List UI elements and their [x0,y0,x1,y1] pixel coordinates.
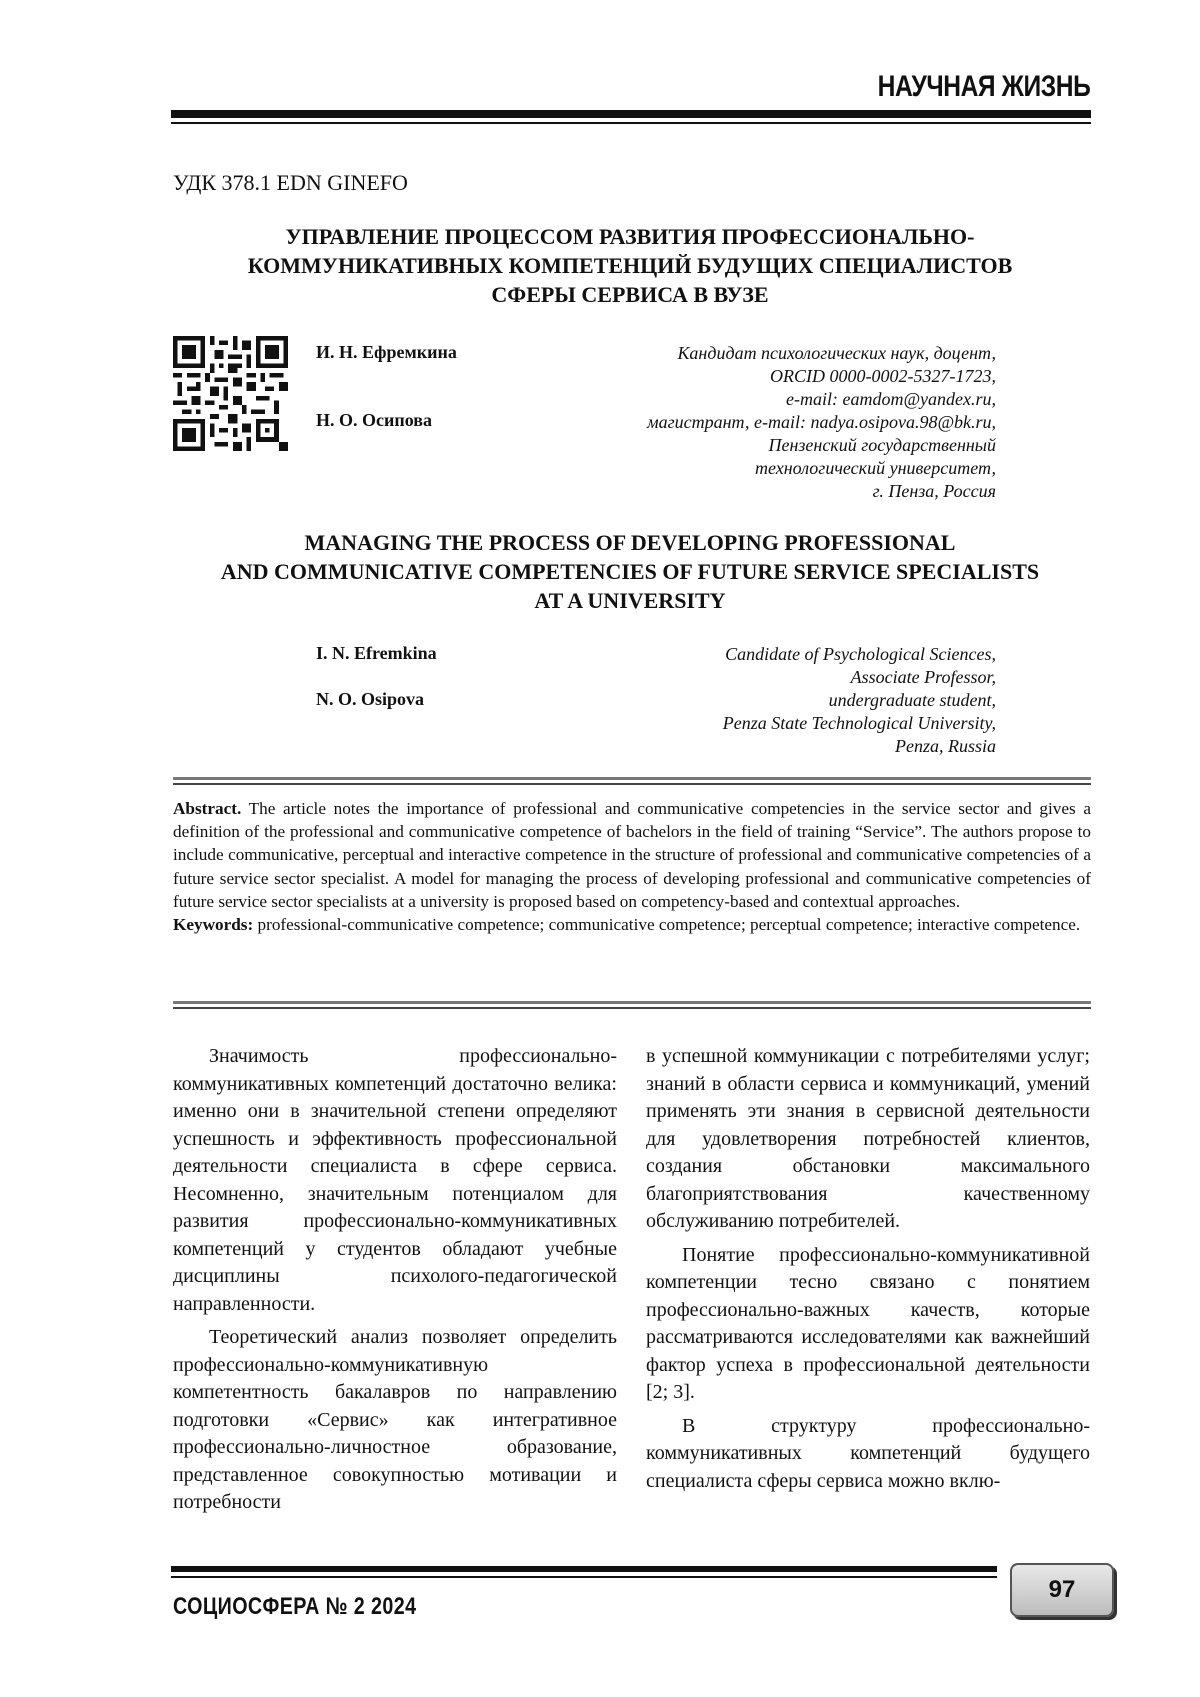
affiliation-ru-line: г. Пенза, Россия [872,481,996,501]
qr-code-icon [173,336,288,451]
title-en-line: AT A UNIVERSITY [534,588,726,613]
body-column-left [173,1043,617,1517]
title-en-line: AND COMMUNICATIVE COMPETENCIES OF FUTURE SERVICE SPECIALISTS [220,559,1040,584]
keywords-label: Keywords: [173,915,254,935]
header-rule-thin [171,122,1091,124]
title-english [160,528,1100,615]
affiliation-ru-line: e-mail: eamdom@yandex.ru, [786,389,996,409]
affiliation-ru-line: ORCID 0000-0002-5327-1723, [770,366,996,386]
affiliation-ru-line: технологический университет, [755,458,996,478]
title-ru-line: КОММУНИКАТИВНЫХ КОМПЕТЕНЦИЙ БУДУЩИХ СПЕЦИАЛИСТОВ [247,253,1013,278]
abstract-paragraph [173,797,1091,913]
author-en-2: N. O. Osipova [316,689,425,709]
affiliation-english [723,643,996,758]
journal-section-title: НАУЧНАЯ ЖИЗНЬ [877,70,1090,103]
affiliation-ru-line: Пензенский государственный [768,435,996,455]
udk-edn-line: УДК 378.1 EDN GINEFO [173,170,408,195]
abstract-rule-bottom [173,1001,1091,1004]
keywords-paragraph [173,913,1091,936]
abstract-rule-top [173,777,1091,780]
abstract-label: Abstract. [173,799,242,818]
body-paragraph: В структуру профессионально-коммуникативных компетенций будущего специалиста сферы сервиса можно вклю- [646,1414,1090,1492]
header-rule [171,110,1091,118]
abstract-text: The article notes the importance of professional and communicative competencies in the service sector and gives a definition of the professional and communicative competence of bachelors in the field of training “Service”. The authors propose to include communicative, perceptual and interactive competence in the structure of professional and communicative competencies of a future service sector specialist. A model for managing the process of developing professional and communicative competencies of future service sector specialists at a university is proposed based on competency-based and contextual approaches. [173,799,1091,911]
abstract-block [173,797,1091,936]
author-en-1: I. N. Efremkina [316,643,437,663]
footer-journal-name: СОЦИОСФЕРА № 2 2024 [173,1593,417,1620]
author-ru-2: Н. О. Осипова [316,410,433,430]
abstract-rule-bottom-thin [173,1007,1091,1009]
affiliation-en-line: Penza, Russia [895,736,996,756]
affiliation-russian [647,342,996,503]
footer-rule [171,1566,997,1572]
body-paragraph: в успешной коммуникации с потребителями услуг; знаний в области сервиса и коммуникаций, умений применять эти знания в сервисной деятельности для удовлетворения потребностей клиентов, создания обстановки максимального благоприятствования качественному обслуживанию потребителей. [646,1045,1090,1232]
author-ru-1: И. Н. Ефремкина [316,342,457,362]
body-column-right [646,1043,1090,1495]
affiliation-ru-line: Кандидат психологических наук, доцент, [677,343,996,363]
keywords-text: professional-communicative competence; communicative competence; perceptual competence; interactive competence. [257,915,1081,935]
title-russian [160,222,1100,309]
affiliation-en-line: Candidate of Psychological Sciences, [725,644,996,664]
affiliation-en-line: Associate Professor, [850,667,996,687]
affiliation-ru-line: магистрант, e-mail: nadya.osipova.98@bk.ru, [647,412,996,432]
body-paragraph: Теоретический анализ позволяет определить профессионально-коммуникативную компетентность бакалавров по направлению подготовки «Сервис» как интегративное профессионально-личностное образование, представленное совокупностью мотивации и потребности [173,1326,617,1513]
body-paragraph: Понятие профессионально-коммуникативной компетенции тесно связано с понятием профессионально-важных качеств, которые рассматриваются исследователями как важнейший фактор успеха в профессиональной деятельности [2; 3]. [646,1243,1090,1403]
footer-rule-thin [171,1576,997,1578]
page-number-badge: 97 [1010,1563,1114,1617]
body-paragraph: Значимость профессионально-коммуникативных компетенций достаточно велика: именно они в значительной степени определяют успешность и эффективность профессиональной деятельности специалиста в сфере сервиса. Несомненно, значительным потенциалом для развития профессионально-коммуникативных компетенций у студентов обладают учебные дисциплины психолого-педагогической направленности. [173,1045,617,1315]
abstract-rule-top-thin [173,783,1091,785]
affiliation-en-line: undergraduate student, [828,690,996,710]
affiliation-en-line: Penza State Technological University, [722,713,996,733]
title-ru-line: СФЕРЫ СЕРВИСА В ВУЗЕ [491,282,769,307]
title-ru-line: УПРАВЛЕНИЕ ПРОЦЕССОМ РАЗВИТИЯ ПРОФЕССИОНАЛЬНО- [285,224,975,249]
title-en-line: MANAGING THE PROCESS OF DEVELOPING PROFESSIONAL [304,530,956,555]
